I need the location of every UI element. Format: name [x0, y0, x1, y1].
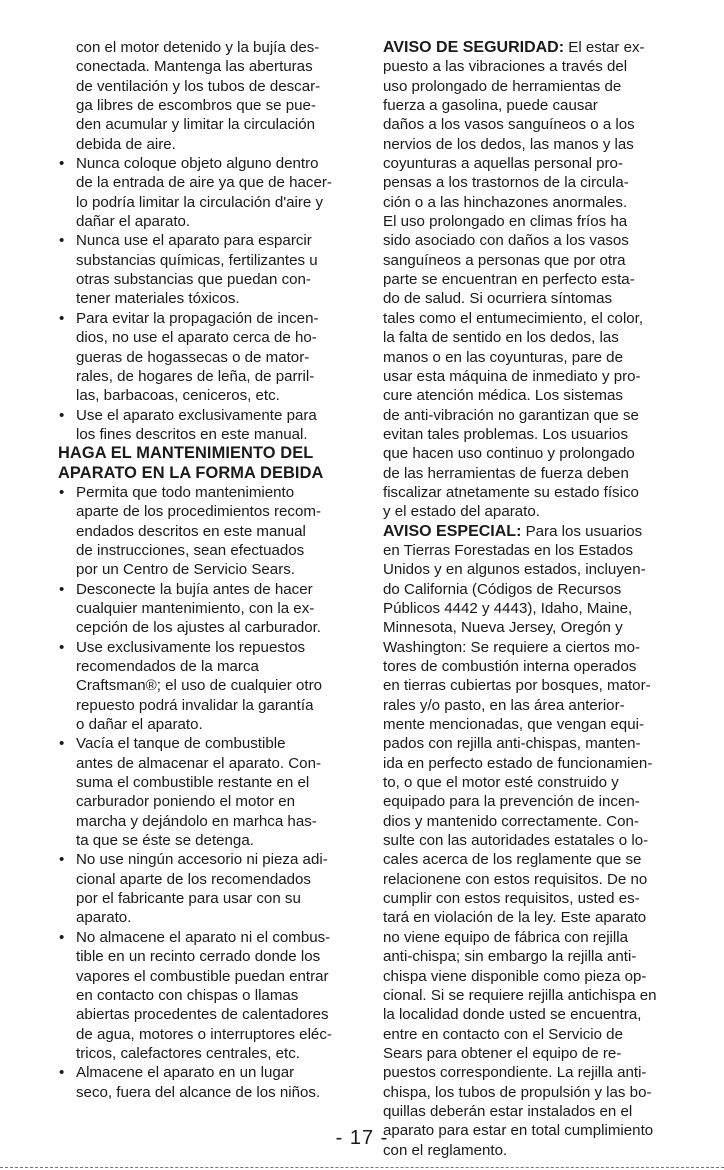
text-line: o dañar el aparato.: [76, 716, 203, 734]
left-column: [58, 38, 354, 1102]
text-line: dios y mantenido correctamente. Con-: [383, 812, 639, 830]
heading-line: HAGA EL MANTENIMIENTO DEL: [58, 444, 314, 463]
text-line: Washington: Se requiere a ciertos mo-: [383, 638, 640, 656]
page-number: - 17 -: [335, 1127, 389, 1149]
special-notice: [383, 522, 717, 1160]
text-line: de la entrada de aire ya que de hacer-: [76, 174, 332, 192]
text-line: chispa viene disponible como pieza op-: [383, 967, 647, 985]
text-line: los fines descritos en este manual.: [76, 425, 308, 443]
special-notice-title: AVISO ESPECIAL:: [383, 522, 522, 540]
text-line: con el reglamento.: [383, 1141, 508, 1159]
text-line: entre en contacto con el Servicio de: [383, 1025, 623, 1043]
text-line: puestos correspondiente. La rejilla anti-: [383, 1064, 647, 1082]
text-line: marcha y dejándolo en marhca has-: [76, 812, 317, 830]
text-line: anti-chispa; sin embargo la rejilla anti-: [383, 948, 637, 966]
text-line: aparato para estar en total cumplimiento: [383, 1122, 654, 1140]
text-line: de instrucciones, sean efectuados: [76, 541, 305, 559]
text-line: cumplir con estos requisitos, usted es-: [383, 890, 640, 908]
text-line: daños a los vasos sanguíneos o a los: [383, 116, 635, 134]
text-line: de las herramientas de fuerza deben: [383, 464, 629, 482]
text-line: sulte con las autoridades estatales o lo-: [383, 832, 649, 850]
bullet-list-safety: [58, 154, 354, 444]
text-line: relacionene con estos requisitos. De no: [383, 870, 648, 888]
text-line: de anti-vibración no garantizan que se: [383, 406, 639, 424]
list-item: [58, 231, 354, 308]
list-item: [58, 580, 354, 638]
text-line: repuesto podrá invalidar la garantía: [76, 696, 314, 714]
section-heading: [58, 444, 354, 483]
list-item: [58, 850, 354, 927]
text-line: do California (Códigos de Recursos: [383, 580, 622, 598]
text-line: fuerza a gasolina, puede causar: [383, 97, 598, 115]
text-line: dios, no use el aparato cerca de ho-: [76, 329, 317, 347]
text-fragment: El estar ex-: [564, 39, 645, 56]
text-line: en contacto con chispas o llamas: [76, 986, 299, 1004]
text-line: debida de aire.: [76, 135, 176, 153]
list-item: [58, 734, 354, 850]
text-line: manos o en las coyunturas, pare de: [383, 348, 623, 366]
text-line: rales y/o pasto, en las área anterior-: [383, 696, 625, 714]
text-line: • Desconecte la bujía antes de hacer: [58, 580, 354, 599]
bullet-list-maintenance: [58, 483, 354, 1102]
text-line: equipado para la prevención de incen-: [383, 793, 640, 811]
text-line: antes de almacenar el aparato. Con-: [76, 754, 322, 772]
text-line: cales acerca de los reglamente que se: [383, 851, 642, 869]
right-column: [383, 38, 717, 1160]
text-line: do de salud. Si ocurriera síntomas: [383, 290, 613, 308]
bottom-divider: [0, 1167, 724, 1168]
text-line: tricos, calefactores centrales, etc.: [76, 1044, 300, 1062]
intro-paragraph: [58, 38, 354, 154]
text-line: [383, 522, 717, 541]
text-line: puesto a las vibraciones a través del: [383, 58, 628, 76]
text-line: coyunturas a aquellas personal pro-: [383, 155, 623, 173]
text-line: chispa, los tubos de propulsión y las bo-: [383, 1083, 652, 1101]
text-line: • Almacene el aparato en un lugar: [58, 1063, 354, 1082]
list-item: [58, 483, 354, 580]
text-line: aparte de los procedimientos recom-: [76, 503, 321, 521]
text-line: otras substancias que puedan con-: [76, 271, 311, 289]
text-line: la localidad donde usted se encuentra,: [383, 1006, 642, 1024]
text-line: suma el combustible restante en el: [76, 774, 310, 792]
text-line: de agua, motores o interruptores eléc-: [76, 1025, 332, 1043]
text-line: en tierras cubiertas por bosques, mator-: [383, 677, 651, 695]
text-line: nervios de los dedos, las manos y las: [383, 135, 634, 153]
text-line: • Nunca use el aparato para esparcir: [58, 231, 354, 250]
text-line: • Nunca coloque objeto alguno dentro: [58, 154, 354, 173]
text-line: por un Centro de Servicio Sears.: [76, 561, 295, 579]
heading-line: APARATO EN LA FORMA DEBIDA: [58, 463, 324, 482]
text-line: • Use exclusivamente los repuestos: [58, 638, 354, 657]
list-item: [58, 1063, 354, 1102]
text-line: gueras de hogassecas o de mator-: [76, 348, 310, 366]
text-line: endados descritos en este manual: [76, 522, 306, 540]
list-item: [58, 406, 354, 445]
safety-notice: [383, 38, 717, 522]
text-fragment: Para los usuarios: [521, 522, 643, 540]
text-line: con el motor detenido y la bujía des-: [76, 39, 320, 56]
text-line: seco, fuera del alcance de los niños.: [76, 1083, 321, 1101]
text-line: carburador poniendo el motor en: [76, 793, 295, 811]
text-line: vapores el combustible puedan entrar: [76, 967, 329, 985]
text-line: ida en perfecto estado de funcionamien-: [383, 754, 653, 772]
safety-notice-title: AVISO DE SEGURIDAD:: [383, 39, 565, 56]
text-line: recomendados de la marca: [76, 658, 259, 675]
text-line: El uso prolongado en climas fríos ha: [383, 213, 628, 231]
text-line: • No use ningún accesorio ni pieza adi-: [58, 850, 354, 869]
text-line: Unidos y en algunos estados, incluyen-: [383, 561, 646, 579]
text-line: dañar el aparato.: [76, 213, 191, 231]
text-line: tales como el entumecimiento, el color,: [383, 309, 644, 327]
text-line: en Tierras Forestadas en los Estados: [383, 541, 634, 559]
text-line: to, o que el motor esté construido y: [383, 774, 619, 792]
text-line: • Use el aparato exclusivamente para: [58, 406, 354, 425]
text-line: cional aparte de los recomendados: [76, 870, 311, 888]
text-line: Sears para obtener el equipo de re-: [383, 1044, 622, 1062]
text-line: parte se encuentran en perfecto esta-: [383, 271, 635, 289]
text-line: • Permita que todo mantenimiento: [58, 483, 354, 502]
text-line: la falta de sentido en los dedos, las: [383, 329, 619, 347]
text-line: de ventilación y los tubos de descar-: [76, 77, 321, 95]
text-line: [383, 38, 717, 57]
text-line: pados con rejilla anti-chispas, manten-: [383, 735, 641, 753]
text-line: uso prolongado de herramientas de: [383, 77, 622, 95]
text-line: tores de combustión interna operados: [383, 658, 637, 675]
text-line: cure atención médica. Los sistemas: [383, 387, 623, 405]
text-line: que hacen uso continuo y prolongado: [383, 445, 635, 463]
text-line: • Vacía el tanque de combustible: [58, 734, 354, 753]
text-line: aparato.: [76, 909, 132, 927]
text-line: conectada. Mantenga las aberturas: [76, 58, 313, 76]
text-line: las, barbacoas, ceniceros, etc.: [76, 387, 280, 405]
text-line: cepción de los ajustes al carburador.: [76, 619, 322, 637]
list-item: [58, 154, 354, 231]
text-line: Minnesota, Nueva Jersey, Oregón y: [383, 619, 623, 637]
text-line: cualquier mantenimiento, con la ex-: [76, 599, 315, 617]
text-line: tible en un recinto cerrado donde los: [76, 948, 321, 966]
text-line: fiscalizar atnetamente su estado físico: [383, 483, 639, 501]
text-line: den acumular y limitar la circulación: [76, 116, 316, 134]
text-line: pensas a los trastornos de la circula-: [383, 174, 629, 192]
text-line: tará en violación de la ley. Este aparato: [383, 909, 647, 927]
text-line: substancias químicas, fertilizantes u: [76, 251, 318, 269]
list-item: [58, 309, 354, 406]
text-line: ga libres de escombros que se pue-: [76, 97, 316, 115]
text-line: • No almacene el aparato ni el combus-: [58, 928, 354, 947]
text-line: abiertas procedentes de calentadores: [76, 1006, 329, 1024]
text-line: evitan tales problemas. Los usuarios: [383, 425, 628, 443]
text-line: y el estado del aparato.: [383, 503, 540, 521]
text-line: • Para evitar la propagación de incen-: [58, 309, 354, 328]
list-item: [58, 638, 354, 735]
text-line: rales, de hogares de leña, de parril-: [76, 367, 315, 385]
text-line: Públicos 4442 y 4443), Idaho, Maine,: [383, 599, 633, 617]
text-line: sido asociado con daños a los vasos: [383, 232, 629, 250]
text-line: quillas deberán estar instalados en el: [383, 1102, 633, 1120]
text-line: tener materiales tóxicos.: [76, 290, 240, 308]
text-line: mente mencionadas, que vengan equi-: [383, 716, 644, 734]
text-line: por el fabricante para usar con su: [76, 890, 301, 908]
text-line: lo podría limitar la circulación d'aire y: [76, 193, 323, 211]
text-line: usar esta máquina de inmediato y pro-: [383, 367, 641, 385]
text-line: ta que se éste se detenga.: [76, 832, 254, 850]
text-line: sanguíneos a personas que por otra: [383, 251, 626, 269]
list-item: [58, 928, 354, 1063]
text-line: ción o a las hinchazones anormales.: [383, 193, 628, 211]
text-line: cional. Si se requiere rejilla antichispa en: [383, 986, 657, 1004]
text-line: Craftsman®; el uso de cualquier otro: [76, 677, 323, 695]
text-line: no viene equipo de fábrica con rejilla: [383, 928, 629, 946]
